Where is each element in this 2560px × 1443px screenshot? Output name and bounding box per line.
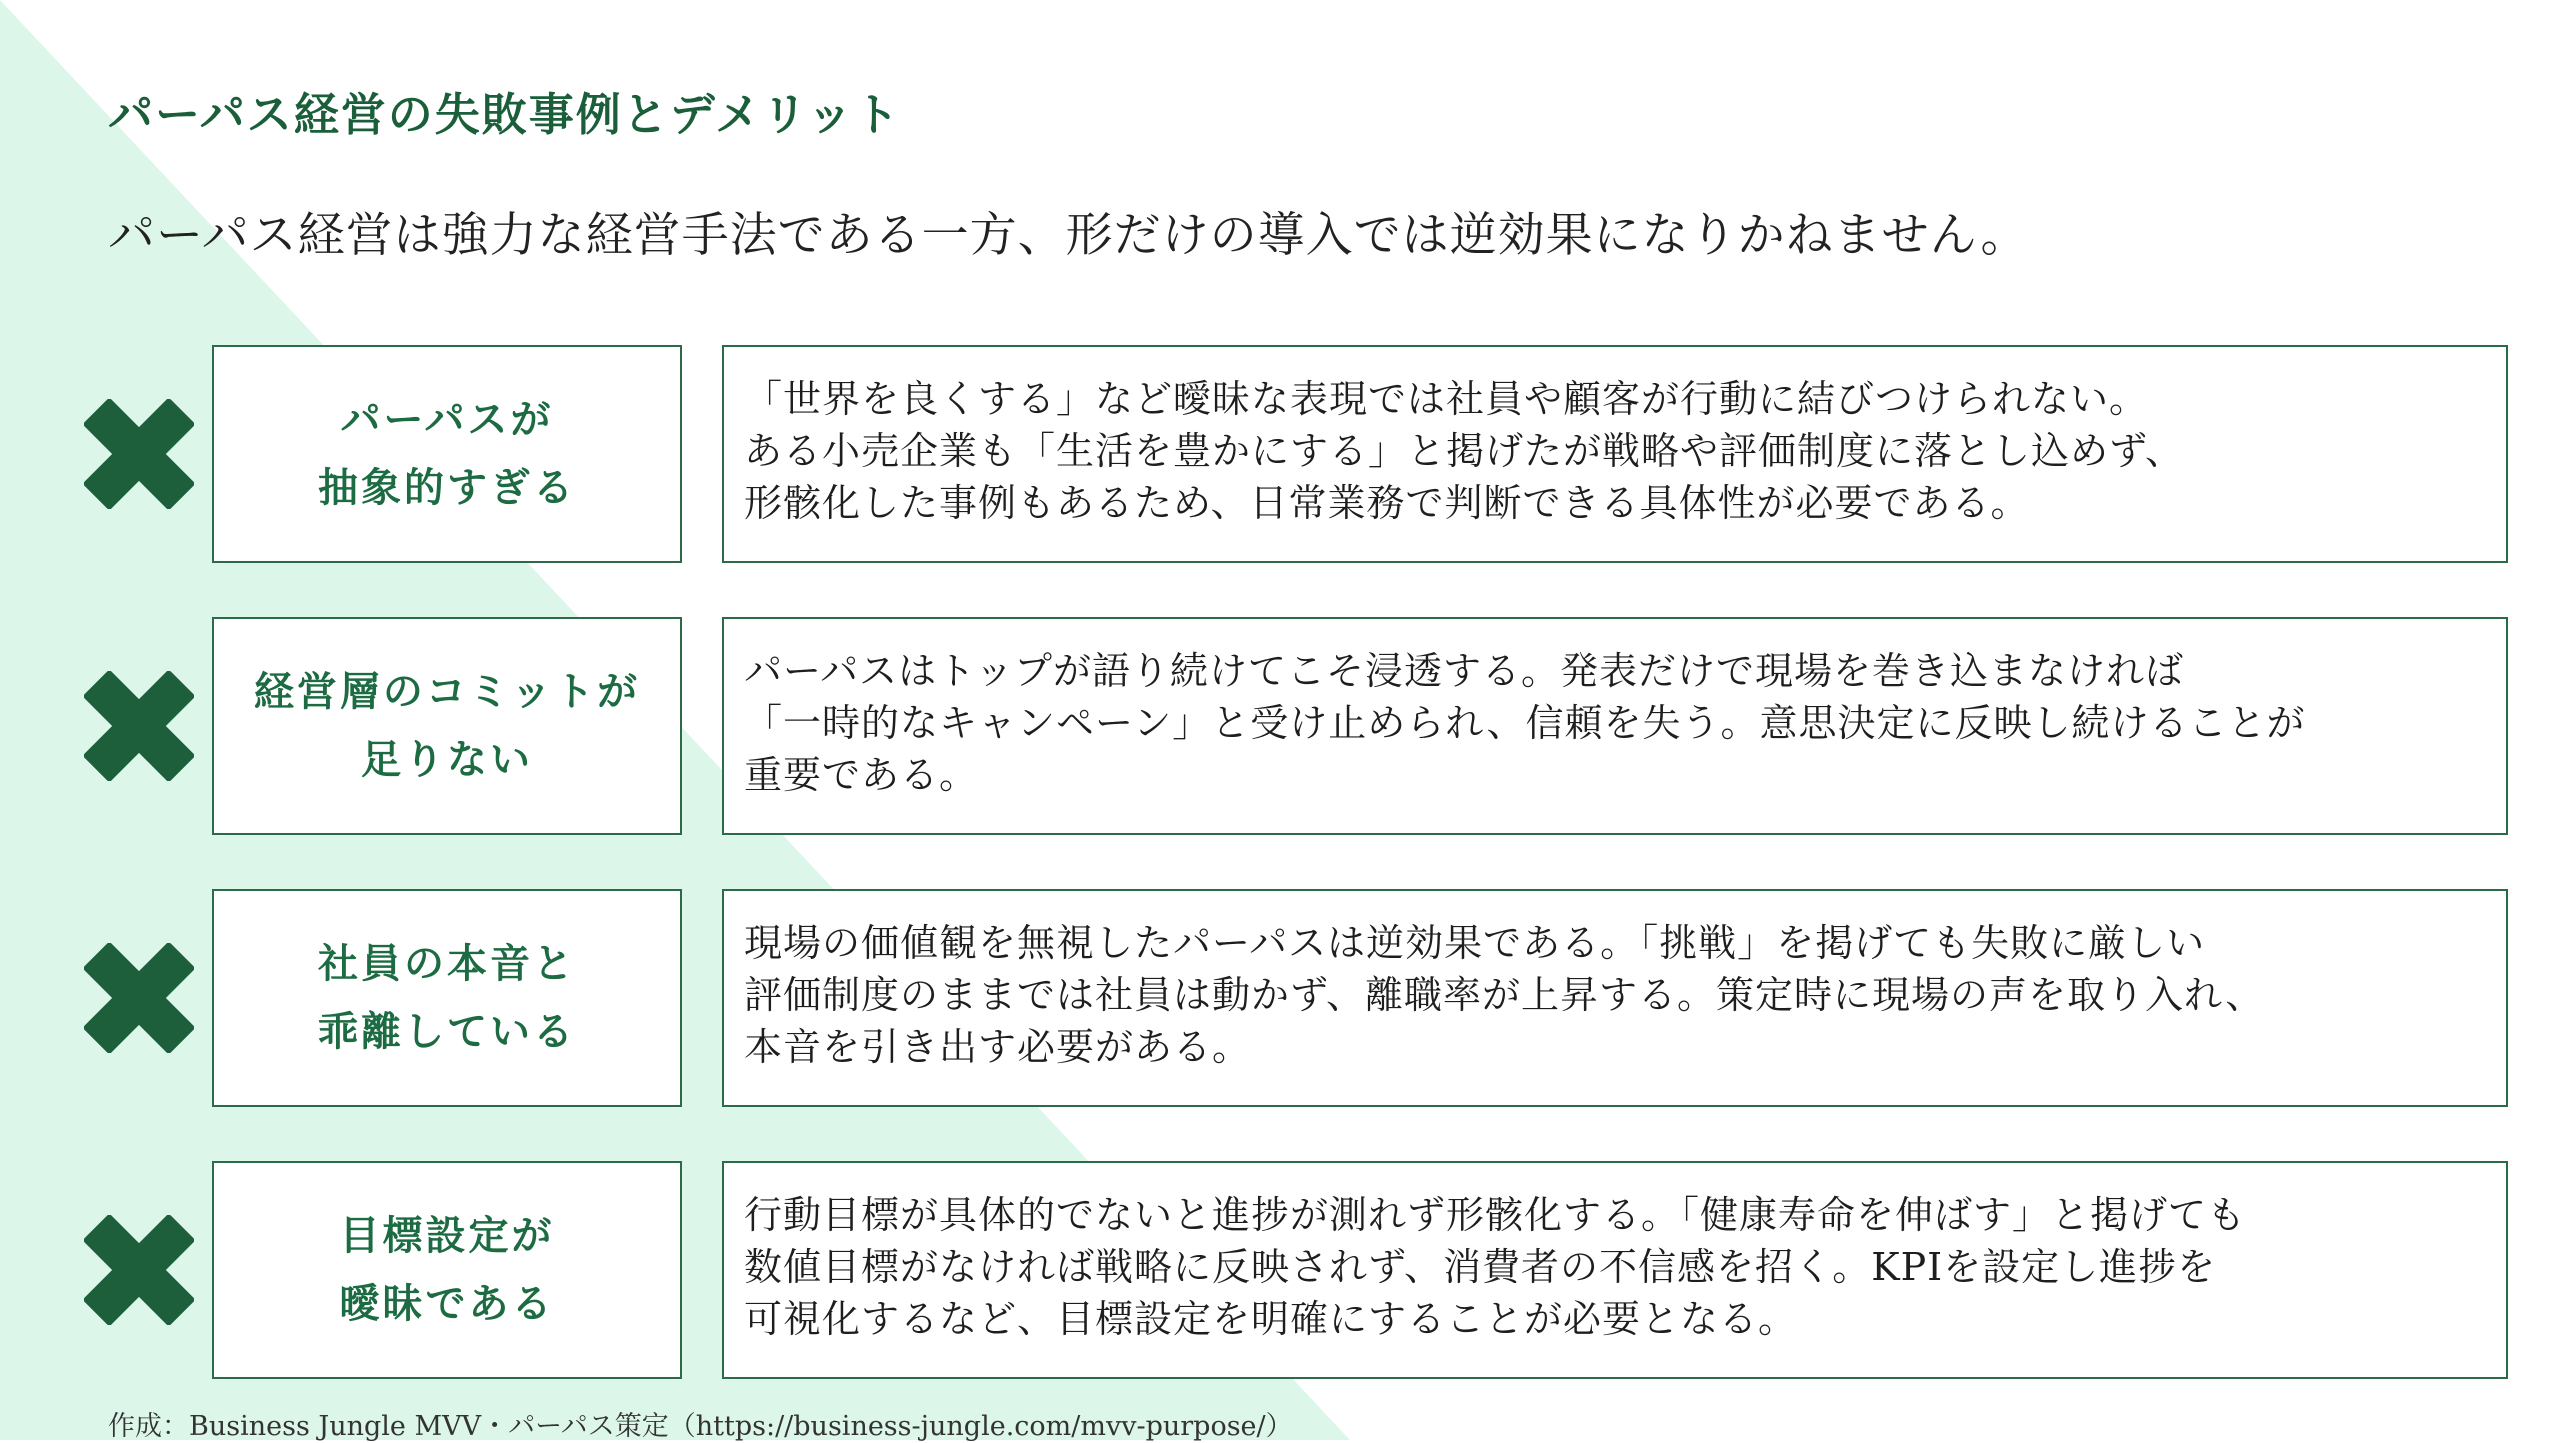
case-label-line: 抽象的すぎる xyxy=(318,464,576,511)
case-description-box xyxy=(722,617,2508,835)
case-description-line: 重要である。 xyxy=(744,753,979,797)
case-description xyxy=(744,645,2486,801)
case-label-line: 経営層のコミットが xyxy=(253,668,641,715)
case-label-line: 目標設定が xyxy=(339,1212,555,1259)
case-label-box xyxy=(212,345,682,563)
case-description-line: 「世界を良くする」など曖昧な表現では社員や顧客が行動に結びつけられない。 xyxy=(744,377,2149,421)
case-label-line: 乖離している xyxy=(318,1008,576,1055)
case-label-line: 社員の本音と xyxy=(318,940,576,987)
case-label-line: 足りない xyxy=(360,736,533,783)
failure-case-row xyxy=(0,1161,2560,1379)
case-description-line: 現場の価値観を無視したパーパスは逆効果である。「挑戦」を掲げても失敗に厳しい xyxy=(744,921,2206,965)
case-description-line: ある小売企業も「生活を豊かにする」と掲げたが戦略や評価制度に落とし込めず、 xyxy=(744,429,2184,473)
failure-case-row xyxy=(0,345,2560,563)
cross-icon xyxy=(84,399,194,509)
failure-case-row xyxy=(0,889,2560,1107)
case-description-line: 行動目標が具体的でないと進捗が測れず形骸化する。「健康寿命を伸ばす」と掲げても xyxy=(744,1193,2247,1237)
case-label-box xyxy=(212,617,682,835)
case-description-box xyxy=(722,1161,2508,1379)
case-description-line: 形骸化した事例もあるため、日常業務で判断できる具体性が必要である。 xyxy=(744,481,2030,525)
page-title: パーパス経営の失敗事例とデメリット xyxy=(108,88,902,141)
case-description-line: 評価制度のままでは社員は動かず、離職率が上昇する。策定時に現場の声を取り入れ、 xyxy=(744,973,2265,1017)
case-label xyxy=(318,930,576,1066)
case-description-line: パーパスはトップが語り続けてこそ浸透する。発表だけで現場を巻き込まなければ xyxy=(744,649,2184,693)
case-description xyxy=(744,373,2486,529)
case-description-line: 「一時的なキャンペーン」と受け止められ、信頼を失う。意思決定に反映し続けることが xyxy=(744,701,2306,745)
case-description-box xyxy=(722,889,2508,1107)
case-description xyxy=(744,1189,2486,1345)
case-description-line: 本音を引き出す必要がある。 xyxy=(744,1025,1252,1069)
case-label-line: 曖昧である xyxy=(339,1280,555,1327)
cross-icon xyxy=(84,943,194,1053)
source-credit: 作成：Business Jungle MVV・パーパス策定（https://business-jungle.com/mvv-purpose/） xyxy=(108,1411,1293,1442)
case-description-line: 可視化するなど、目標設定を明確にすることが必要となる。 xyxy=(744,1297,1798,1341)
case-label-box xyxy=(212,1161,682,1379)
page-subtitle: パーパス経営は強力な経営手法である一方、形だけの導入では逆効果になりかねません。 xyxy=(108,208,2029,263)
case-description-line: 数値目標がなければ戦略に反映されず、消費者の不信感を招く。KPIを設定し進捗を xyxy=(744,1245,2217,1289)
case-label xyxy=(318,386,576,522)
case-label-box xyxy=(212,889,682,1107)
cross-icon xyxy=(84,671,194,781)
case-description-box xyxy=(722,345,2508,563)
case-description xyxy=(744,917,2486,1073)
case-label xyxy=(340,1202,555,1338)
cross-icon xyxy=(84,1215,194,1325)
case-label-line: パーパスが xyxy=(340,396,554,443)
failure-case-row xyxy=(0,617,2560,835)
case-label xyxy=(254,658,640,794)
